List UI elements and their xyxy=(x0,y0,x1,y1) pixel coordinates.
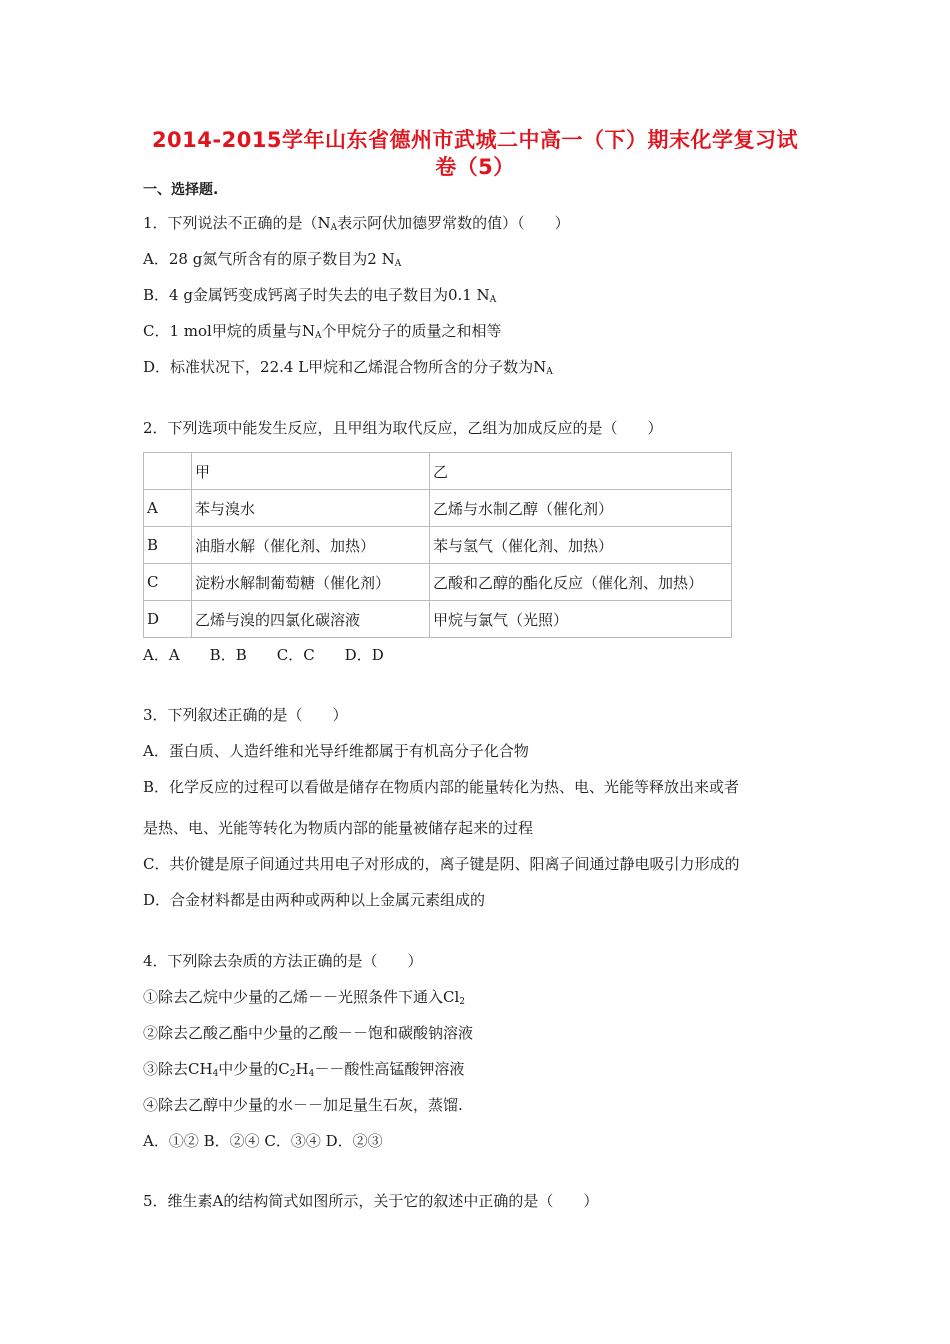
q4-item-3-part-d: －－酸性高锰酸钾溶液 xyxy=(314,1060,465,1078)
q3-option-b-line-1: B．化学反应的过程可以看做是储存在物质内部的能量转化为热、电、光能等释放出来或者 xyxy=(143,778,740,796)
q1-option-b-text: B．4 g金属钙变成钙离子时失去的电子数目为0.1 N xyxy=(143,286,490,304)
q1-option-b xyxy=(143,284,496,305)
table-cell: D xyxy=(144,601,192,638)
q4-item-3-part-a: ③除去CH xyxy=(143,1060,213,1078)
q1-option-d-subscript: A xyxy=(546,367,553,377)
table-row xyxy=(144,527,732,564)
q1-option-b-subscript: A xyxy=(489,295,497,305)
q3-option-a: A．蛋白质、人造纤维和光导纤维都属于有机高分子化合物 xyxy=(143,742,529,760)
q1-option-c-part-b: 个甲烷分子的质量之和相等 xyxy=(321,322,502,340)
table-cell: 乙烯与溴的四氯化碳溶液 xyxy=(192,601,430,638)
q4-stem: 4．下列除去杂质的方法正确的是（ ） xyxy=(143,952,423,970)
table-cell: 苯与溴水 xyxy=(192,490,430,527)
table-row xyxy=(144,564,732,601)
q5-stem: 5．维生素A的结构简式如图所示，关于它的叙述中正确的是（ ） xyxy=(143,1192,599,1210)
q1-option-c-part-a: C．1 mol甲烷的质量与N xyxy=(143,322,315,340)
table-cell: 淀粉水解制葡萄糖（催化剂） xyxy=(192,564,430,601)
q4-item-2: ②除去乙酸乙酯中少量的乙酸－－饱和碳酸钠溶液 xyxy=(143,1024,474,1042)
q1-option-a xyxy=(143,248,401,269)
q4-item-1 xyxy=(143,986,465,1007)
q4-item-3-subscript: 4 xyxy=(212,1069,219,1079)
q4-item-3 xyxy=(143,1058,464,1079)
q4-item-3-subscript: 4 xyxy=(308,1069,315,1079)
document-title-line-2: 卷（5） xyxy=(435,155,515,179)
q3-option-d: D．合金材料都是由两种或两种以上金属元素组成的 xyxy=(143,891,486,909)
q3-option-c: C．共价键是原子间通过共用电子对形成的，离子键是阴、阳离子间通过静电吸引力形成的 xyxy=(143,855,740,873)
q1-option-a-text: A．28 g氮气所含有的原子数目为2 N xyxy=(143,250,395,268)
table-cell: 甲烷与氯气（光照） xyxy=(430,601,732,638)
q3-option-b-line-2: 是热、电、光能等转化为物质内部的能量被储存起来的过程 xyxy=(143,819,534,837)
document-title-line-1: 2014-2015学年山东省德州市武城二中高一（下）期末化学复习试 xyxy=(151,128,799,152)
q1-option-d xyxy=(143,356,553,377)
table-header-cell: 甲 xyxy=(192,453,430,490)
section-heading: 一、选择题. xyxy=(143,182,219,198)
table-header-cell: 乙 xyxy=(430,453,732,490)
q4-item-1-text: ①除去乙烷中少量的乙烯－－光照条件下通入Cl xyxy=(143,988,460,1006)
table-row xyxy=(144,601,732,638)
q1-option-d-text: D．标准状况下，22.4 L甲烷和乙烯混合物所含的分子数为N xyxy=(143,358,547,376)
q4-item-4: ④除去乙醇中少量的水－－加足量生石灰，蒸馏. xyxy=(143,1096,463,1114)
q1-option-c xyxy=(143,320,501,341)
table-header-cell xyxy=(144,453,192,490)
q1-option-a-subscript: A xyxy=(394,259,402,269)
q4-item-3-subscript: 2 xyxy=(289,1069,296,1079)
q4-item-3-part-c: H xyxy=(295,1060,309,1078)
q2-table xyxy=(143,452,732,638)
q1-option-c-subscript: A xyxy=(314,331,322,341)
table-cell: C xyxy=(144,564,192,601)
table-cell: 乙烯与水制乙醇（催化剂） xyxy=(430,490,732,527)
q1-stem-subscript: A xyxy=(330,223,338,233)
q4-item-3-part-b: 中少量的C xyxy=(218,1060,290,1078)
q2-stem: 2．下列选项中能发生反应，且甲组为取代反应，乙组为加成反应的是（ ） xyxy=(143,419,663,437)
table-cell: A xyxy=(144,490,192,527)
q1-stem-part-a: 1．下列说法不正确的是（N xyxy=(143,214,331,232)
table-cell: B xyxy=(144,527,192,564)
table-cell: 乙酸和乙醇的酯化反应（催化剂、加热） xyxy=(430,564,732,601)
q4-options: A．①② B．②④ C．③④ D．②③ xyxy=(143,1132,383,1150)
q4-item-1-subscript: 2 xyxy=(459,997,466,1007)
table-header-row xyxy=(144,453,732,490)
q1-stem xyxy=(143,212,570,233)
q3-stem: 3．下列叙述正确的是（ ） xyxy=(143,706,348,724)
table-cell: 苯与氢气（催化剂、加热） xyxy=(430,527,732,564)
table-cell: 油脂水解（催化剂、加热） xyxy=(192,527,430,564)
q2-options: A．A B．B C．C D．D xyxy=(143,646,384,664)
q1-stem-part-b: 表示阿伏加德罗常数的值）（ ） xyxy=(337,214,570,232)
table-row xyxy=(144,490,732,527)
